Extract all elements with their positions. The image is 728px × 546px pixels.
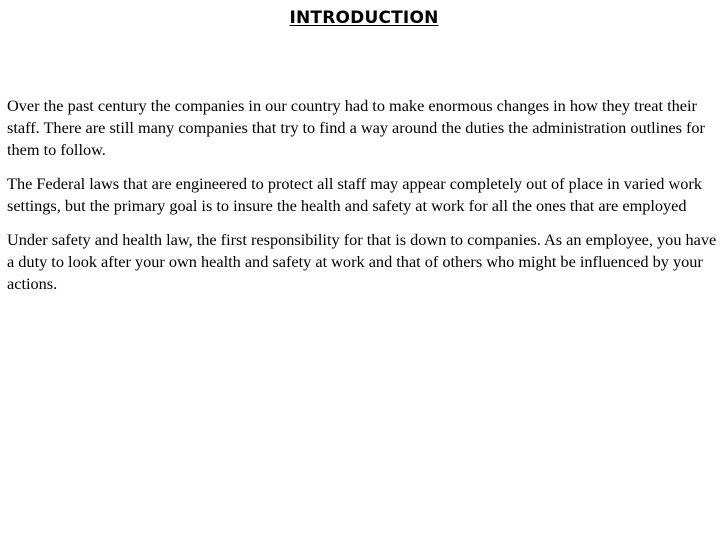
page-title: INTRODUCTION xyxy=(289,8,439,28)
paragraph-3: Under safety and health law, the first responsibility for that is down to companies. As an employee, you have a duty to look after your own health and safety at work and that of others who might be influenced by your actions. xyxy=(7,230,717,293)
body-text xyxy=(7,95,719,307)
paragraph-2: The Federal laws that are engineered to protect all staff may appear completely out of place in varied work settings, but the primary goal is to insure the health and safety at work for all the ones that are employed xyxy=(7,174,702,215)
paragraph-1: Over the past century the companies in our country had to make enormous changes in how they treat their staff. There are still many companies that try to find a way around the duties the administration outlines for them to follow. xyxy=(7,96,705,159)
